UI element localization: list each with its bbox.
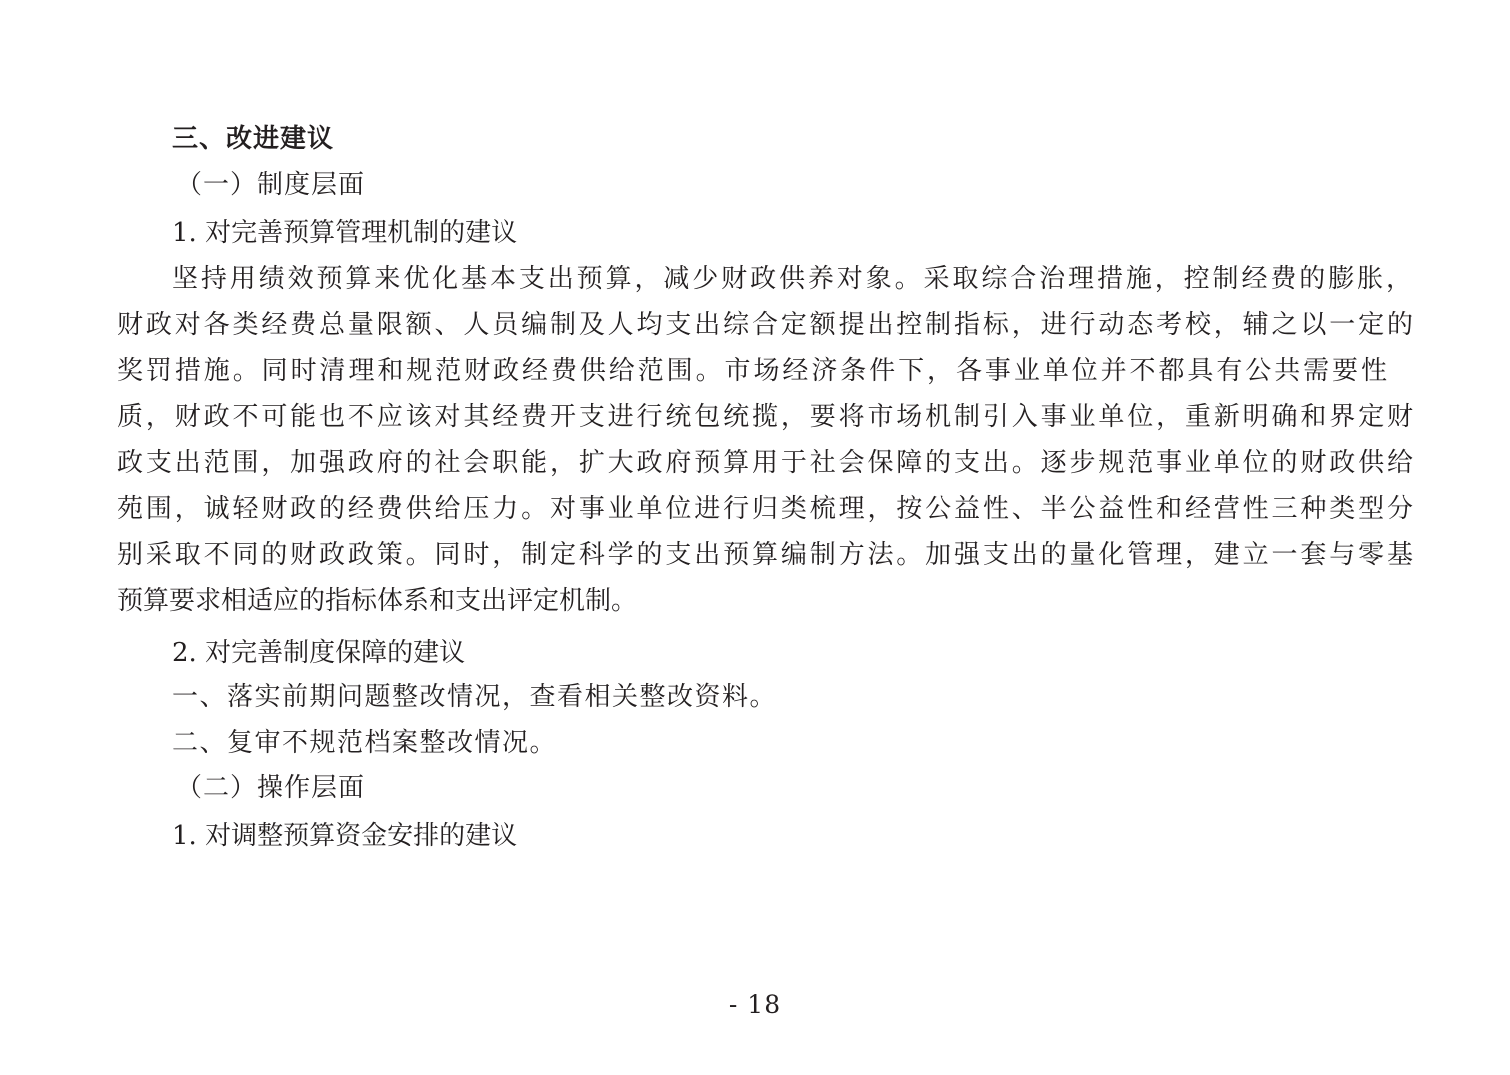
paragraph-line: 奖罚措施。同时清理和规范财政经费供给范围。市场经济条件下，各事业单位并不都具有公共需要性: [117, 356, 1387, 386]
paragraph-line: 预算要求相适应的指标体系和支出评定机制。: [117, 586, 638, 616]
item2-line-review: 二、复审不规范档案整改情况。: [172, 728, 558, 758]
paragraph-line: 坚持用绩效预算来优化基本支出预算，减少财政供养对象。采取综合治理措施，控制经费的膨胀，: [172, 264, 1412, 294]
page-number: - 18: [728, 990, 782, 1019]
paragraph-line: 财政对各类经费总量限额、人员编制及人均支出综合定额提出控制指标，进行动态考校，辅之以一定的: [117, 310, 1413, 340]
paragraph-line: 苑围，诚轻财政的经费供给压力。对事业单位进行归类梳理，按公益性、半公益性和经营性三种类型分: [117, 494, 1413, 524]
section-title: 三、改进建议: [172, 124, 335, 154]
paragraph-line: 别采取不同的财政政策。同时，制定科学的支出预算编制方法。加强支出的量化管理，建立一套与零基: [117, 540, 1413, 570]
paragraph-line: 政支出范围，加强政府的社会职能，扩大政府预算用于社会保障的支出。逐步规范事业单位的财政供给: [117, 448, 1413, 478]
item-title-budget-mechanism: 1. 对完善预算管理机制的建议: [172, 218, 518, 248]
item-title-fund-arrangement: 1. 对调整预算资金安排的建议: [172, 821, 518, 851]
item2-line-rectification: 一、落实前期问题整改情况，查看相关整改资料。: [172, 682, 778, 712]
item-title-institutional-guarantee: 2. 对完善制度保障的建议: [172, 638, 466, 668]
subsection-title-operational: （二）操作层面: [176, 773, 366, 803]
subsection-title-institutional: （一）制度层面: [176, 170, 366, 200]
paragraph-line: 质，财政不可能也不应该对其经费开支进行统包统揽，要将市场机制引入事业单位，重新明确和界定财: [117, 402, 1413, 432]
